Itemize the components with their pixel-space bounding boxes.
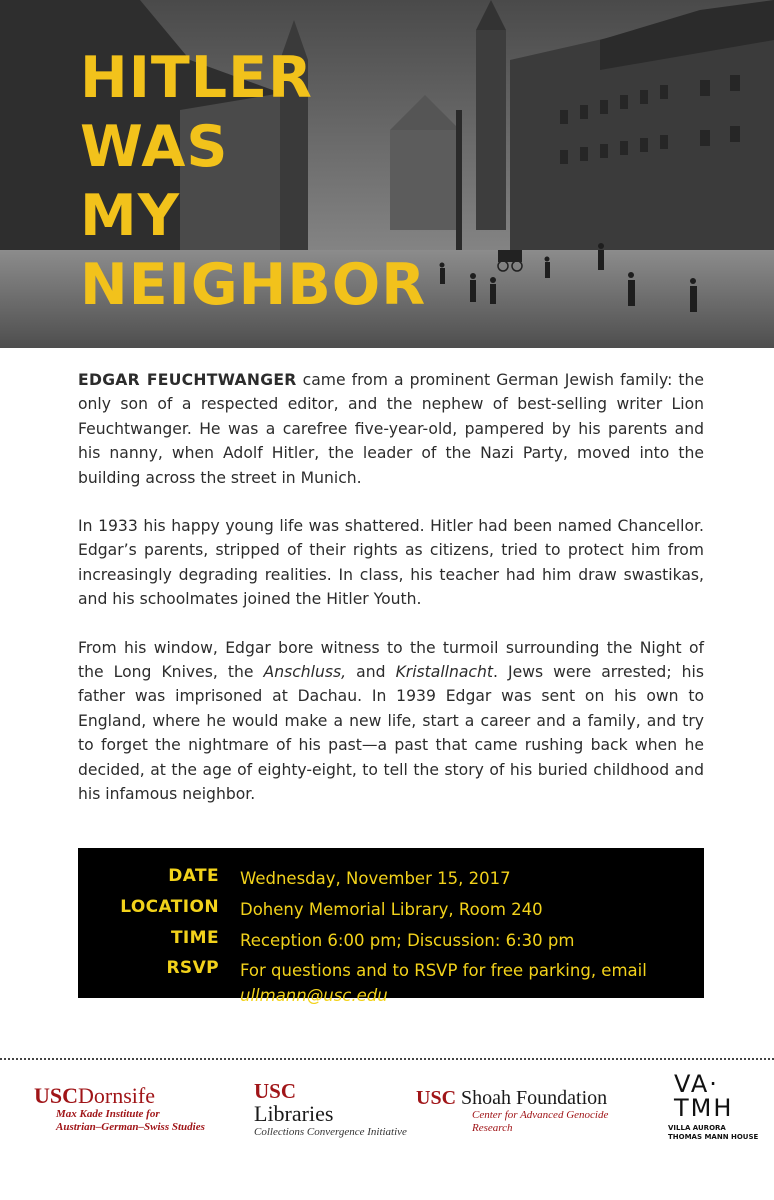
time-value: Reception 6:00 pm; Discussion: 6:30 pm [240,931,575,950]
paragraph-3-part-c: . Jews were arrested; his father was imprisoned at Dachau. In 1939 Edgar was sent on his own to England, where he would make a new life, start a career and a family, and try to forget the nightmare of his past—a past that came rushing back when he decided, at the age of eighty-eight, to tell the story of his buried childhood and his infamous neighbor. [78,663,704,804]
paragraph-1 [78,368,704,490]
shoah-usc-wordmark: USC [416,1087,457,1109]
rsvp-email-link[interactable]: ullmann@usc.edu [240,986,388,1005]
dornsife-usc-wordmark: USC [34,1083,79,1108]
description [78,368,704,831]
subject-name: EDGAR FEUCHTWANGER [78,371,297,389]
rsvp-text: For questions and to RSVP for free parking, email [240,961,647,980]
dornsife-wordmark: Dornsife [78,1083,155,1108]
shoah-wordmark: Shoah Foundation [461,1087,608,1109]
paragraph-3-part-b: and [346,663,396,682]
vatmh-mid: TMH [674,1094,734,1122]
date-value: Wednesday, November 15, 2017 [240,869,511,888]
hero-photo [0,0,774,348]
kristallnacht-term: Kristallnacht [395,663,494,682]
title-line-1: HITLER [80,45,313,111]
event-details-box [78,848,704,1005]
libraries-wordmark: Libraries [254,1101,334,1126]
vatmh-top: VA· [674,1070,719,1098]
libraries-usc-wordmark: USC [254,1079,297,1103]
usc-libraries-logo [254,1080,414,1138]
dornsife-subtitle-1: Max Kade Institute for [56,1108,160,1120]
vatmh-sub-2: THOMAS MANN HOUSE [668,1133,759,1141]
time-label: TIME [170,928,219,948]
footer-divider [0,1058,774,1060]
usc-shoah-foundation-logo [416,1087,646,1135]
paragraph-3 [78,636,704,807]
date-label: DATE [168,866,219,886]
anschluss-term: Anschluss, [263,663,347,682]
libraries-subtitle: Collections Convergence Initiative [254,1126,407,1138]
poster-title [80,44,426,320]
title-line-2: WAS [80,114,229,180]
paragraph-2: In 1933 his happy young life was shattered. Hitler had been named Chancellor. Edgar’s parents, stripped of their rights as citizens, tried to protect him from increasingly degrading realities. In class, his teacher had him draw swastikas, and his schoolmates joined the Hitler Youth. [78,517,704,609]
title-line-3: MY [80,183,180,249]
rsvp-label: RSVP [166,958,219,978]
location-label: LOCATION [120,897,219,917]
villa-aurora-thomas-mann-house-logo [668,1072,768,1142]
rsvp-value [240,958,680,1008]
usc-dornsife-logo [34,1084,234,1134]
vatmh-sub-1: VILLA AURORA [668,1124,726,1132]
paragraph-3-part-a: From his window, Edgar bore witness to the turmoil surrounding the Night of the Long Knives, the [78,638,704,682]
shoah-subtitle: Center for Advanced Genocide Research [472,1109,609,1134]
dornsife-subtitle-2: Austrian–German–Swiss Studies [56,1121,205,1133]
title-line-4: NEIGHBOR [80,252,427,318]
location-value: Doheny Memorial Library, Room 240 [240,900,543,919]
paragraph-1-text: came from a prominent German Jewish family: the only son of a respected editor, and the nephew of best-selling writer Lion Feuchtwanger. He was a carefree five-year-old, pampered by his parents and his nanny, when Adolf Hitler, the leader of the Nazi Party, moved into the building across the street in Munich. [78,371,704,487]
